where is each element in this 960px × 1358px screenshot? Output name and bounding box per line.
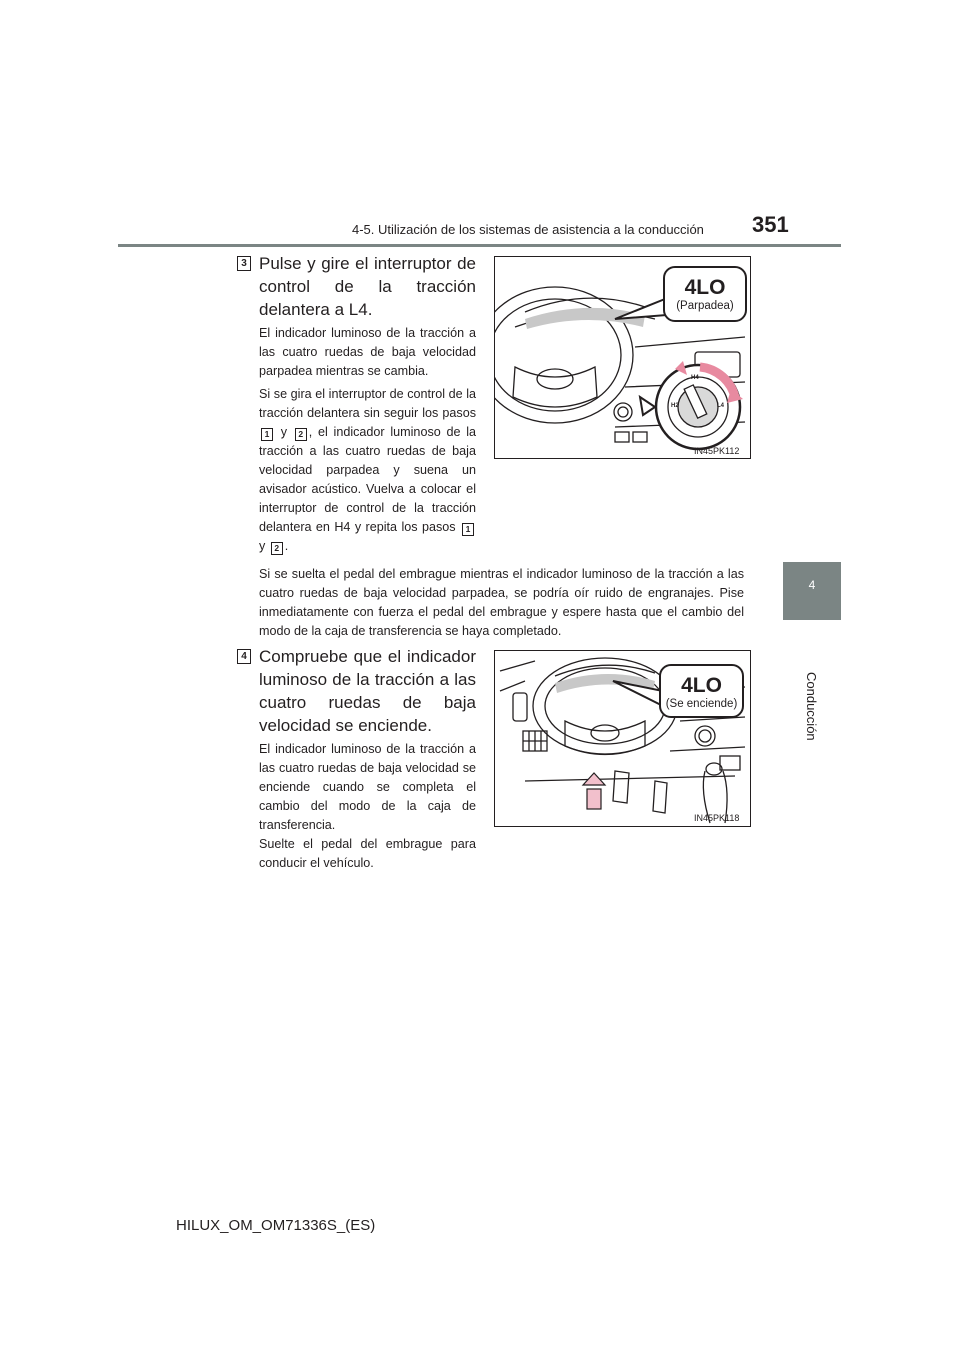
chapter-tab <box>783 562 841 620</box>
indicator-4lo-label: 4LO <box>684 276 726 299</box>
document-code: HILUX_OM_OM71336S_(ES) <box>176 1217 376 1234</box>
clutch-pedal <box>587 789 601 809</box>
figure-clutch-pedal <box>494 650 751 827</box>
conjunction: y <box>280 425 288 439</box>
step-3-paragraph-1: El indicador luminoso de la tracción a las cuatro ruedas de baja velocidad parpadea mientras se cambia. <box>259 326 476 378</box>
steering-emblem <box>591 725 619 741</box>
conjunction: y <box>259 539 266 553</box>
indicator-callout <box>663 266 747 322</box>
step-3-title: Pulse y gire el interruptor de control de la tracción delantera a L4. <box>259 254 476 319</box>
indicator-callout <box>659 664 744 718</box>
step-3-note: Si se suelta el pedal del embrague mientras el indicador luminoso de la tracción a las cuatro ruedas de baja velocidad parpadea, se podría oír ruido de engranajes. Pise inmediatamente con fuerza el pedal del embrague y espere hasta que el cambio del modo de la caja de transferencia se haya completado. <box>259 567 744 638</box>
section-title: 4-5. Utilización de los sistemas de asistencia a la conducción <box>352 222 704 237</box>
indicator-state-label: (Se enciende) <box>665 698 738 710</box>
period: . <box>284 539 289 553</box>
step-3-paragraph-2-text-a: Si se gira el interruptor de control de la tracción delantera sin seguir los pasos <box>259 387 476 420</box>
step-4-paragraph-2: Suelte el pedal del embrague para conducir el vehículo. <box>259 837 476 870</box>
indicator-state-label: (Parpadea) <box>676 300 734 312</box>
step-ref-1: 1 <box>462 523 474 536</box>
figure-4wd-switch <box>494 256 751 459</box>
step-ref-2: 2 <box>295 428 307 441</box>
step-ref-2: 2 <box>271 542 283 555</box>
figure-code: IN45PK118 <box>694 813 740 823</box>
switch-label-h2: H2 <box>671 403 679 409</box>
chapter-number: 4 <box>808 578 816 592</box>
switch-label-h4: H4 <box>691 375 699 381</box>
steering-wheel-rim <box>533 658 677 754</box>
indicator-4lo-label: 4LO <box>681 674 722 697</box>
step-4-title: Compruebe que el indicador luminoso de la tracción a las cuatro ruedas de baja velocidad se enciende. <box>259 647 476 735</box>
step-number-4: 4 <box>237 649 251 664</box>
step-3-paragraph-2 <box>259 385 476 556</box>
chapter-label: Conducción <box>804 672 819 741</box>
step-3-paragraph-2-text-b: , el indicador luminoso de la tracción a las cuatro ruedas de baja velocidad parpadea y suena un avisador acústico. Vuelva a colocar el interruptor de control de la tracción delantera en H4 y repita los pasos <box>259 425 477 534</box>
steering-emblem <box>537 369 573 389</box>
header-divider <box>118 244 841 247</box>
steering-wheel-hub <box>513 367 597 407</box>
step-number-3: 3 <box>237 256 251 271</box>
switch-label-l4: L4 <box>717 403 725 409</box>
page-number: 351 <box>752 212 789 237</box>
figure-code: IN45PK112 <box>694 446 740 456</box>
step-4-paragraph-1: El indicador luminoso de la tracción a las cuatro ruedas de baja velocidad se enciende cuando se completa el cambio del modo de la caja de transferencia. <box>259 742 476 832</box>
steering-wheel-hub <box>565 721 645 755</box>
steering-wheel-rim <box>495 287 633 423</box>
step-ref-1: 1 <box>261 428 273 441</box>
